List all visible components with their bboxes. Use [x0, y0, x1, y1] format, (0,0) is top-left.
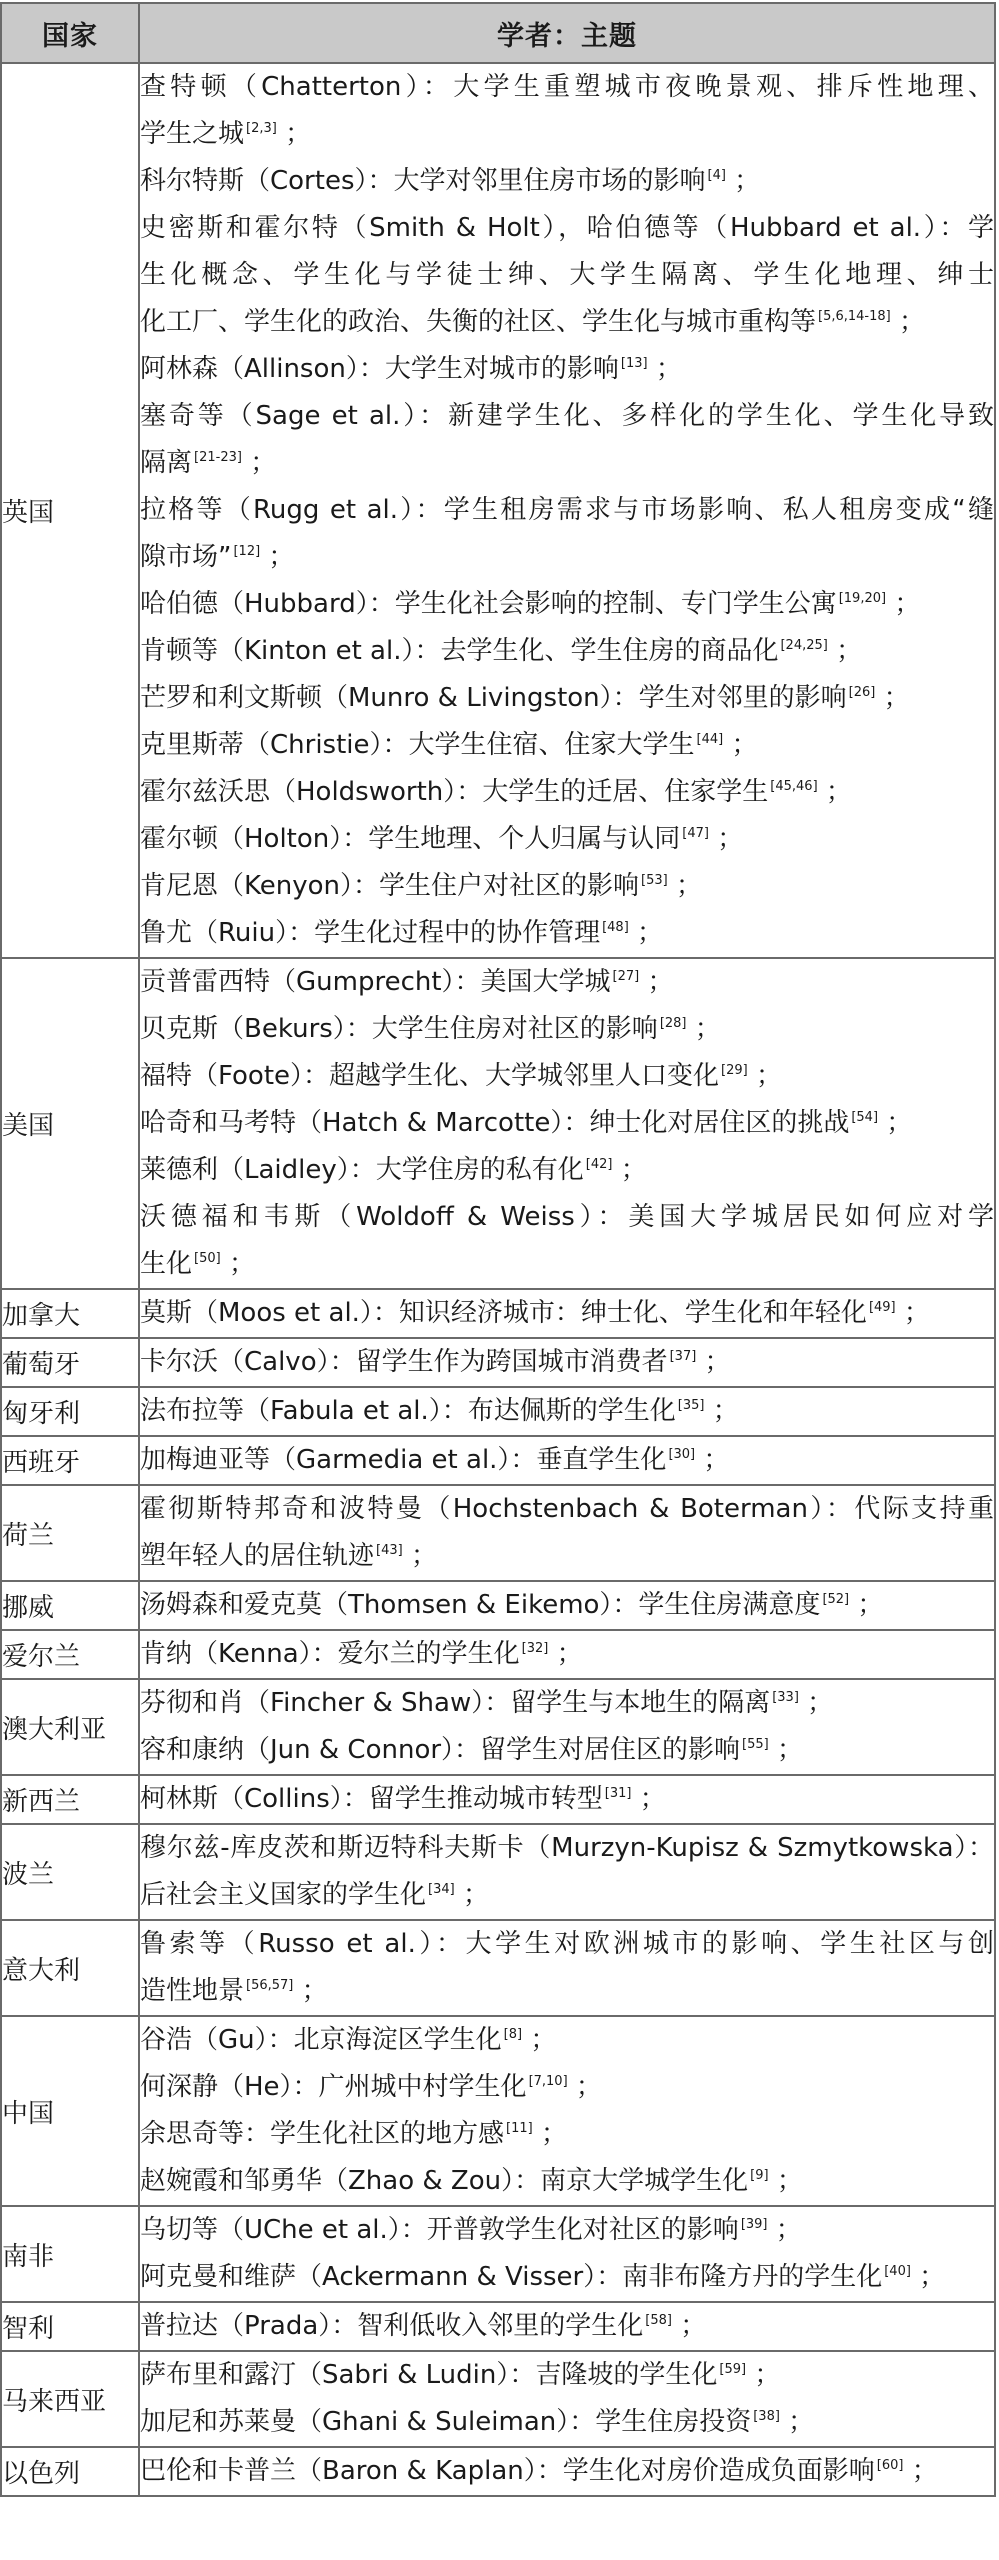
entry-line: 巴伦和卡普兰（Baron & Kaplan）：学生化对房价造成负面影响 [60] ；	[140, 2456, 938, 2486]
entry-line: 科尔特斯（Cortes）：大学对邻里住房市场的影响 [4] ；	[140, 166, 761, 196]
entry-line: 哈伯德（Hubbard）：学生化社会影响的控制、专门学生公寓 [19,20] ；	[140, 589, 921, 619]
entry-line: 鲁尤（Ruiu）：学生化过程中的协作管理 [48] ；	[140, 918, 664, 948]
table-row	[1, 958, 995, 1289]
citation-ref: [28]	[659, 1016, 687, 1032]
table-row	[1, 1338, 995, 1387]
scholar-entry	[140, 1825, 994, 1919]
entry-text: 生化	[140, 1249, 193, 1279]
scholar-topic-cell	[139, 1289, 995, 1338]
entry-line: 汤姆森和爱克莫（Thomsen & Eikemo）：学生住房满意度 [52] ；	[140, 1590, 884, 1620]
entry-line: 乌切等（UChe et al.）：开普敦学生化对社区的影响 [39] ；	[140, 2215, 802, 2245]
entry-text: 穆尔兹-库皮茨和斯迈特科夫斯卡（Murzyn-Kupisz & Szmytkowska）：	[140, 1833, 994, 1863]
country-cell: 葡萄牙	[1, 1338, 139, 1387]
entry-line: 贡普雷西特（Gumprecht）：美国大学城 [27] ；	[140, 967, 674, 997]
scholar-entry	[140, 722, 994, 769]
scholar-topic-cell	[139, 1581, 995, 1630]
citation-ref: [50]	[194, 1251, 221, 1267]
scholar-entry	[140, 959, 994, 1006]
scholar-entry	[140, 64, 994, 158]
scholar-topic-cell	[139, 1338, 995, 1387]
entry-text: 巴伦和卡普兰（Baron & Kaplan）：学生化对房价造成负面影响	[140, 2456, 875, 2486]
citation-ref: [13]	[620, 356, 648, 372]
entry-text: 乌切等（UChe et al.）：开普敦学生化对社区的影响	[140, 2215, 739, 2245]
scholars-table	[0, 2, 996, 2497]
entry-line: 加尼和苏莱曼（Ghani & Suleiman）：学生住房投资 [38] ；	[140, 2407, 815, 2437]
citation-ref: [47]	[682, 826, 709, 842]
scholar-topic-cell	[139, 2447, 995, 2496]
scholar-entry	[140, 769, 994, 816]
table-body	[1, 63, 995, 2496]
citation-ref: [54]	[851, 1110, 879, 1126]
scholar-topic-cell	[139, 63, 995, 958]
entry-line: 阿林森（Allinson）：大学生对城市的影响 [13] ；	[140, 354, 682, 384]
citation-ref: [34]	[428, 1882, 455, 1898]
scholar-topic-cell	[139, 2302, 995, 2351]
entry-line	[140, 1825, 994, 1872]
country-cell: 意大利	[1, 1920, 139, 2016]
entry-line: 隔离 [21-23] ；	[140, 448, 277, 478]
scholar-entry	[140, 487, 994, 581]
entry-line: 福特（Foote）：超越学生化、大学城邻里人口变化 [29] ；	[140, 1061, 782, 1091]
scholar-topic-cell	[139, 1436, 995, 1485]
entry-text: 拉格等（Rugg et al.）：学生租房需求与市场影响、私人租房变成“缝	[140, 495, 994, 525]
scholar-entry	[140, 1100, 994, 1147]
table-row	[1, 63, 995, 958]
table-row	[1, 1581, 995, 1630]
scholar-topic-cell	[139, 1630, 995, 1679]
entry-line	[140, 1194, 994, 1241]
entry-text: 霍尔顿（Holton）：学生地理、个人归属与认同	[140, 824, 681, 854]
entry-text: 普拉达（Prada）：智利低收入邻里的学生化	[140, 2311, 644, 2341]
entry-text: 鲁索等（Russo et al.）：大学生对欧洲城市的影响、学生社区与创	[140, 1929, 994, 1959]
entry-text: 霍彻斯特邦奇和波特曼（Hochstenbach & Boterman）：代际支持重	[140, 1494, 994, 1524]
citation-ref: [26]	[848, 685, 876, 701]
entry-text: 塑年轻人的居住轨迹	[140, 1541, 375, 1571]
scholar-topic-cell	[139, 958, 995, 1289]
entry-line: 霍尔顿（Holton）：学生地理、个人归属与认同 [47] ；	[140, 824, 744, 854]
entry-line	[140, 64, 994, 111]
citation-ref: [38]	[753, 2409, 780, 2425]
table-row	[1, 2302, 995, 2351]
entry-text: 塞奇等（Sage et al.）：新建学生化、多样化的学生化、学生化导致	[140, 401, 994, 431]
entry-text: 隔离	[140, 448, 193, 478]
entry-text: 哈伯德（Hubbard）：学生化社会影响的控制、专门学生公寓	[140, 589, 837, 619]
table-header-row	[1, 3, 995, 63]
table-row	[1, 1436, 995, 1485]
entry-text: 加尼和苏莱曼（Ghani & Suleiman）：学生住房投资	[140, 2407, 752, 2437]
entry-line	[140, 205, 994, 252]
scholar-topic-cell	[139, 1775, 995, 1824]
entry-text: 科尔特斯（Cortes）：大学对邻里住房市场的影响	[140, 166, 706, 196]
entry-text: 余思奇等：学生化社区的地方感	[140, 2119, 505, 2149]
scholar-entry	[140, 1053, 994, 1100]
entry-text: 卡尔沃（Calvo）：留学生作为跨国城市消费者	[140, 1347, 668, 1377]
entry-text: 克里斯蒂（Christie）：大学生住宿、住家大学生	[140, 730, 695, 760]
entry-text: 查特顿（Chatterton）：大学生重塑城市夜晚景观、排斥性地理、	[140, 72, 994, 102]
scholar-topic-cell	[139, 2206, 995, 2302]
scholar-entry	[140, 675, 994, 722]
citation-ref: [7,10]	[528, 2074, 568, 2090]
entry-line: 学生之城 [2,3] ；	[140, 119, 312, 149]
entry-line: 贝克斯（Bekurs）：大学生住房对社区的影响 [28] ；	[140, 1014, 721, 1044]
table-row	[1, 1289, 995, 1338]
entry-text: 造性地景	[140, 1976, 245, 2006]
entry-line: 生化 [50] ；	[140, 1249, 255, 1279]
country-cell: 美国	[1, 958, 139, 1289]
table-row	[1, 1485, 995, 1581]
scholar-topic-cell	[139, 1485, 995, 1581]
table-row	[1, 1679, 995, 1775]
entry-line: 芬彻和肖（Fincher & Shaw）：留学生与本地生的隔离 [33] ；	[140, 1688, 834, 1718]
citation-ref: [4]	[707, 168, 726, 184]
citation-ref: [39]	[740, 2217, 768, 2233]
country-cell: 中国	[1, 2016, 139, 2206]
scholar-entry	[140, 2111, 994, 2158]
country-cell: 西班牙	[1, 1436, 139, 1485]
entry-text: 阿林森（Allinson）：大学生对城市的影响	[140, 354, 619, 384]
scholar-entry	[140, 1486, 994, 1580]
citation-ref: [37]	[669, 1349, 697, 1365]
entry-text: 萨布里和露汀（Sabri & Ludin）：吉隆坡的学生化	[140, 2360, 718, 2390]
citation-ref: [11]	[506, 2121, 533, 2137]
entry-line: 后社会主义国家的学生化 [34] ；	[140, 1880, 489, 1910]
scholar-entry	[140, 2448, 994, 2495]
scholar-entry	[140, 393, 994, 487]
scholar-entry	[140, 2254, 994, 2301]
scholar-entry	[140, 1921, 994, 2015]
entry-line: 萨布里和露汀（Sabri & Ludin）：吉隆坡的学生化 [59] ；	[140, 2360, 781, 2390]
entry-line: 霍尔兹沃思（Holdsworth）：大学生的迁居、住家学生 [45,46] ；	[140, 777, 852, 807]
entry-text: 莫斯（Moos et al.）：知识经济城市：绅士化、学生化和年轻化	[140, 1298, 867, 1328]
entry-text: 哈奇和马考特（Hatch & Marcotte）：绅士化对居住区的挑战	[140, 1108, 850, 1138]
citation-ref: [29]	[721, 1063, 748, 1079]
country-cell: 荷兰	[1, 1485, 139, 1581]
entry-line: 造性地景 [56,57] ；	[140, 1976, 328, 2006]
country-cell: 加拿大	[1, 1289, 139, 1338]
scholar-entry	[140, 816, 994, 863]
country-cell: 新西兰	[1, 1775, 139, 1824]
citation-ref: [60]	[876, 2458, 904, 2474]
entry-line: 余思奇等：学生化社区的地方感 [11] ；	[140, 2119, 567, 2149]
entry-text: 贝克斯（Bekurs）：大学生住房对社区的影响	[140, 1014, 658, 1044]
entry-text: 贡普雷西特（Gumprecht）：美国大学城	[140, 967, 611, 997]
citation-ref: [9]	[750, 2168, 769, 2184]
entry-text: 莱德利（Laidley）：大学住房的私有化	[140, 1155, 584, 1185]
scholar-entry	[140, 2158, 994, 2205]
entry-line: 谷浩（Gu）：北京海淀区学生化 [8] ；	[140, 2025, 557, 2055]
entry-line: 赵婉霞和邹勇华（Zhao & Zou）：南京大学城学生化 [9] ；	[140, 2166, 803, 2196]
entry-text: 福特（Foote）：超越学生化、大学城邻里人口变化	[140, 1061, 720, 1091]
country-cell: 澳大利亚	[1, 1679, 139, 1775]
entry-line: 加梅迪亚等（Garmedia et al.）：垂直学生化 [30] ；	[140, 1445, 730, 1475]
citation-ref: [31]	[604, 1786, 632, 1802]
entry-text: 阿克曼和维萨（Ackermann & Visser）：南非布隆方丹的学生化	[140, 2262, 883, 2292]
entry-line	[140, 1921, 994, 1968]
scholar-topic-cell	[139, 2016, 995, 2206]
entry-line: 何深静（He）：广州城中村学生化 [7,10] ；	[140, 2072, 602, 2102]
header-scholar-topic: 学者：主题	[139, 3, 995, 63]
entry-line: 肯顿等（Kinton et al.）：去学生化、学生住房的商品化 [24,25] ；	[140, 636, 863, 666]
citation-ref: [58]	[645, 2313, 672, 2329]
entry-text: 霍尔兹沃思（Holdsworth）：大学生的迁居、住家学生	[140, 777, 769, 807]
entry-line: 哈奇和马考特（Hatch & Marcotte）：绅士化对居住区的挑战 [54] ；	[140, 1108, 913, 1138]
entry-text: 史密斯和霍尔特（Smith & Holt），哈伯德等（Hubbard et al.）：学	[140, 213, 994, 243]
scholar-entry	[140, 1388, 994, 1435]
entry-text: 肯纳（Kenna）：爱尔兰的学生化	[140, 1639, 520, 1669]
scholar-entry	[140, 2017, 994, 2064]
entry-line: 隙市场” [12] ；	[140, 542, 295, 572]
citation-ref: [56,57]	[246, 1978, 294, 1994]
scholar-topic-cell	[139, 1824, 995, 1920]
citation-ref: [8]	[503, 2027, 523, 2043]
citation-ref: [43]	[376, 1543, 403, 1559]
scholar-entry	[140, 581, 994, 628]
entry-line: 塑年轻人的居住轨迹 [43] ；	[140, 1541, 437, 1571]
country-cell: 英国	[1, 63, 139, 958]
entry-text: 何深静（He）：广州城中村学生化	[140, 2072, 527, 2102]
table-row	[1, 1920, 995, 2016]
scholar-entry	[140, 1147, 994, 1194]
country-cell: 马来西亚	[1, 2351, 139, 2447]
citation-ref: [42]	[585, 1157, 613, 1173]
country-cell: 挪威	[1, 1581, 139, 1630]
entry-text: 隙市场”	[140, 542, 232, 572]
scholar-entry	[140, 628, 994, 675]
header-country: 国家	[1, 3, 139, 63]
entry-text: 容和康纳（Jun & Connor）：留学生对居住区的影响	[140, 1735, 741, 1765]
entry-text: 芬彻和肖（Fincher & Shaw）：留学生与本地生的隔离	[140, 1688, 771, 1718]
scholar-entry	[140, 863, 994, 910]
entry-line: 肯尼恩（Kenyon）：学生住户对社区的影响 [53] ；	[140, 871, 702, 901]
scholar-entry	[140, 2207, 994, 2254]
scholar-entry	[140, 346, 994, 393]
entry-line: 法布拉等（Fabula et al.）：布达佩斯的学生化 [35] ；	[140, 1396, 739, 1426]
scholar-entry	[140, 1631, 994, 1678]
citation-ref: [24,25]	[780, 638, 828, 654]
citation-ref: [12]	[233, 544, 261, 560]
scholar-entry	[140, 2399, 994, 2446]
citation-ref: [53]	[641, 873, 668, 889]
entry-text: 化工厂、学生化的政治、失衡的社区、学生化与城市重构等	[140, 307, 817, 337]
scholar-entry	[140, 1339, 994, 1386]
scholar-entry	[140, 2064, 994, 2111]
citation-ref: [21-23]	[194, 450, 242, 466]
entry-line: 卡尔沃（Calvo）：留学生作为跨国城市消费者 [37] ；	[140, 1347, 731, 1377]
scholar-entry	[140, 1290, 994, 1337]
entry-line: 阿克曼和维萨（Ackermann & Visser）：南非布隆方丹的学生化 [40] ；	[140, 2262, 946, 2292]
table-row	[1, 2206, 995, 2302]
entry-line: 肯纳（Kenna）：爱尔兰的学生化 [32] ；	[140, 1639, 583, 1669]
scholar-topic-cell	[139, 1920, 995, 2016]
entry-text: 学生之城	[140, 119, 245, 149]
citation-ref: [52]	[822, 1592, 850, 1608]
scholar-entry	[140, 1194, 994, 1288]
citation-ref: [2,3]	[246, 121, 277, 137]
citation-ref: [59]	[719, 2362, 747, 2378]
citation-ref: [32]	[521, 1641, 549, 1657]
scholar-entry	[140, 205, 994, 346]
table-row	[1, 1824, 995, 1920]
entry-line: 容和康纳（Jun & Connor）：留学生对居住区的影响 [55] ；	[140, 1735, 803, 1765]
entry-line: 化工厂、学生化的政治、失衡的社区、学生化与城市重构等 [5,6,14-18] ；	[140, 307, 926, 337]
scholar-entry	[140, 1776, 994, 1823]
entry-line: 莫斯（Moos et al.）：知识经济城市：绅士化、学生化和年轻化 [49] ；	[140, 1298, 930, 1328]
entry-line	[140, 487, 994, 534]
country-cell: 爱尔兰	[1, 1630, 139, 1679]
country-cell: 匈牙利	[1, 1387, 139, 1436]
entry-text: 赵婉霞和邹勇华（Zhao & Zou）：南京大学城学生化	[140, 2166, 749, 2196]
citation-ref: [27]	[612, 969, 640, 985]
entry-text: 加梅迪亚等（Garmedia et al.）：垂直学生化	[140, 1445, 667, 1475]
scholar-topic-cell	[139, 1387, 995, 1436]
citation-ref: [44]	[696, 732, 724, 748]
citation-ref: [30]	[668, 1447, 696, 1463]
scholar-entry	[140, 1680, 994, 1727]
citation-ref: [19,20]	[838, 591, 887, 607]
entry-text: 柯林斯（Collins）：留学生推动城市转型	[140, 1784, 603, 1814]
scholar-entry	[140, 910, 994, 957]
entry-text: 鲁尤（Ruiu）：学生化过程中的协作管理	[140, 918, 601, 948]
entry-text: 汤姆森和爱克莫（Thomsen & Eikemo）：学生住房满意度	[140, 1590, 821, 1620]
entry-line	[140, 1486, 994, 1533]
scholar-entry	[140, 1582, 994, 1629]
country-cell: 以色列	[1, 2447, 139, 2496]
scholar-entry	[140, 1006, 994, 1053]
citation-ref: [48]	[602, 920, 629, 936]
country-cell: 智利	[1, 2302, 139, 2351]
citation-ref: [33]	[772, 1690, 799, 1706]
citation-ref: [55]	[742, 1737, 769, 1753]
entry-text: 法布拉等（Fabula et al.）：布达佩斯的学生化	[140, 1396, 676, 1426]
entry-line: 柯林斯（Collins）：留学生推动城市转型 [31] ；	[140, 1784, 666, 1814]
country-cell: 波兰	[1, 1824, 139, 1920]
scholar-topic-cell	[139, 2351, 995, 2447]
scholar-entry	[140, 1437, 994, 1484]
entry-line: 芒罗和利文斯顿（Munro & Livingston）：学生对邻里的影响 [26] ；	[140, 683, 910, 713]
table-row	[1, 1387, 995, 1436]
table-row	[1, 2447, 995, 2496]
table-row	[1, 2351, 995, 2447]
entry-line	[140, 252, 994, 299]
scholar-entry	[140, 158, 994, 205]
entry-text: 肯顿等（Kinton et al.）：去学生化、学生住房的商品化	[140, 636, 779, 666]
table-row	[1, 1775, 995, 1824]
entry-text: 谷浩（Gu）：北京海淀区学生化	[140, 2025, 502, 2055]
scholar-topic-cell	[139, 1679, 995, 1775]
entry-line: 莱德利（Laidley）：大学住房的私有化 [42] ；	[140, 1155, 647, 1185]
country-cell: 南非	[1, 2206, 139, 2302]
scholar-entry	[140, 1727, 994, 1774]
scholar-entry	[140, 2303, 994, 2350]
entry-text: 生化概念、学生化与学徒士绅、大学生隔离、学生化地理、绅士	[140, 260, 994, 290]
entry-text: 肯尼恩（Kenyon）：学生住户对社区的影响	[140, 871, 640, 901]
entry-line: 普拉达（Prada）：智利低收入邻里的学生化 [58] ；	[140, 2311, 707, 2341]
citation-ref: [49]	[868, 1300, 896, 1316]
entry-text: 沃德福和韦斯（Woldoff & Weiss）：美国大学城居民如何应对学	[140, 1202, 994, 1232]
citation-ref: [5,6,14-18]	[818, 309, 891, 325]
citation-ref: [45,46]	[770, 779, 818, 795]
entry-line	[140, 393, 994, 440]
entry-text: 芒罗和利文斯顿（Munro & Livingston）：学生对邻里的影响	[140, 683, 847, 713]
table-row	[1, 2016, 995, 2206]
citation-ref: [35]	[677, 1398, 705, 1414]
entry-text: 后社会主义国家的学生化	[140, 1880, 427, 1910]
citation-ref: [40]	[884, 2264, 911, 2280]
entry-line: 克里斯蒂（Christie）：大学生住宿、住家大学生 [44] ；	[140, 730, 758, 760]
scholar-entry	[140, 2352, 994, 2399]
table-row	[1, 1630, 995, 1679]
